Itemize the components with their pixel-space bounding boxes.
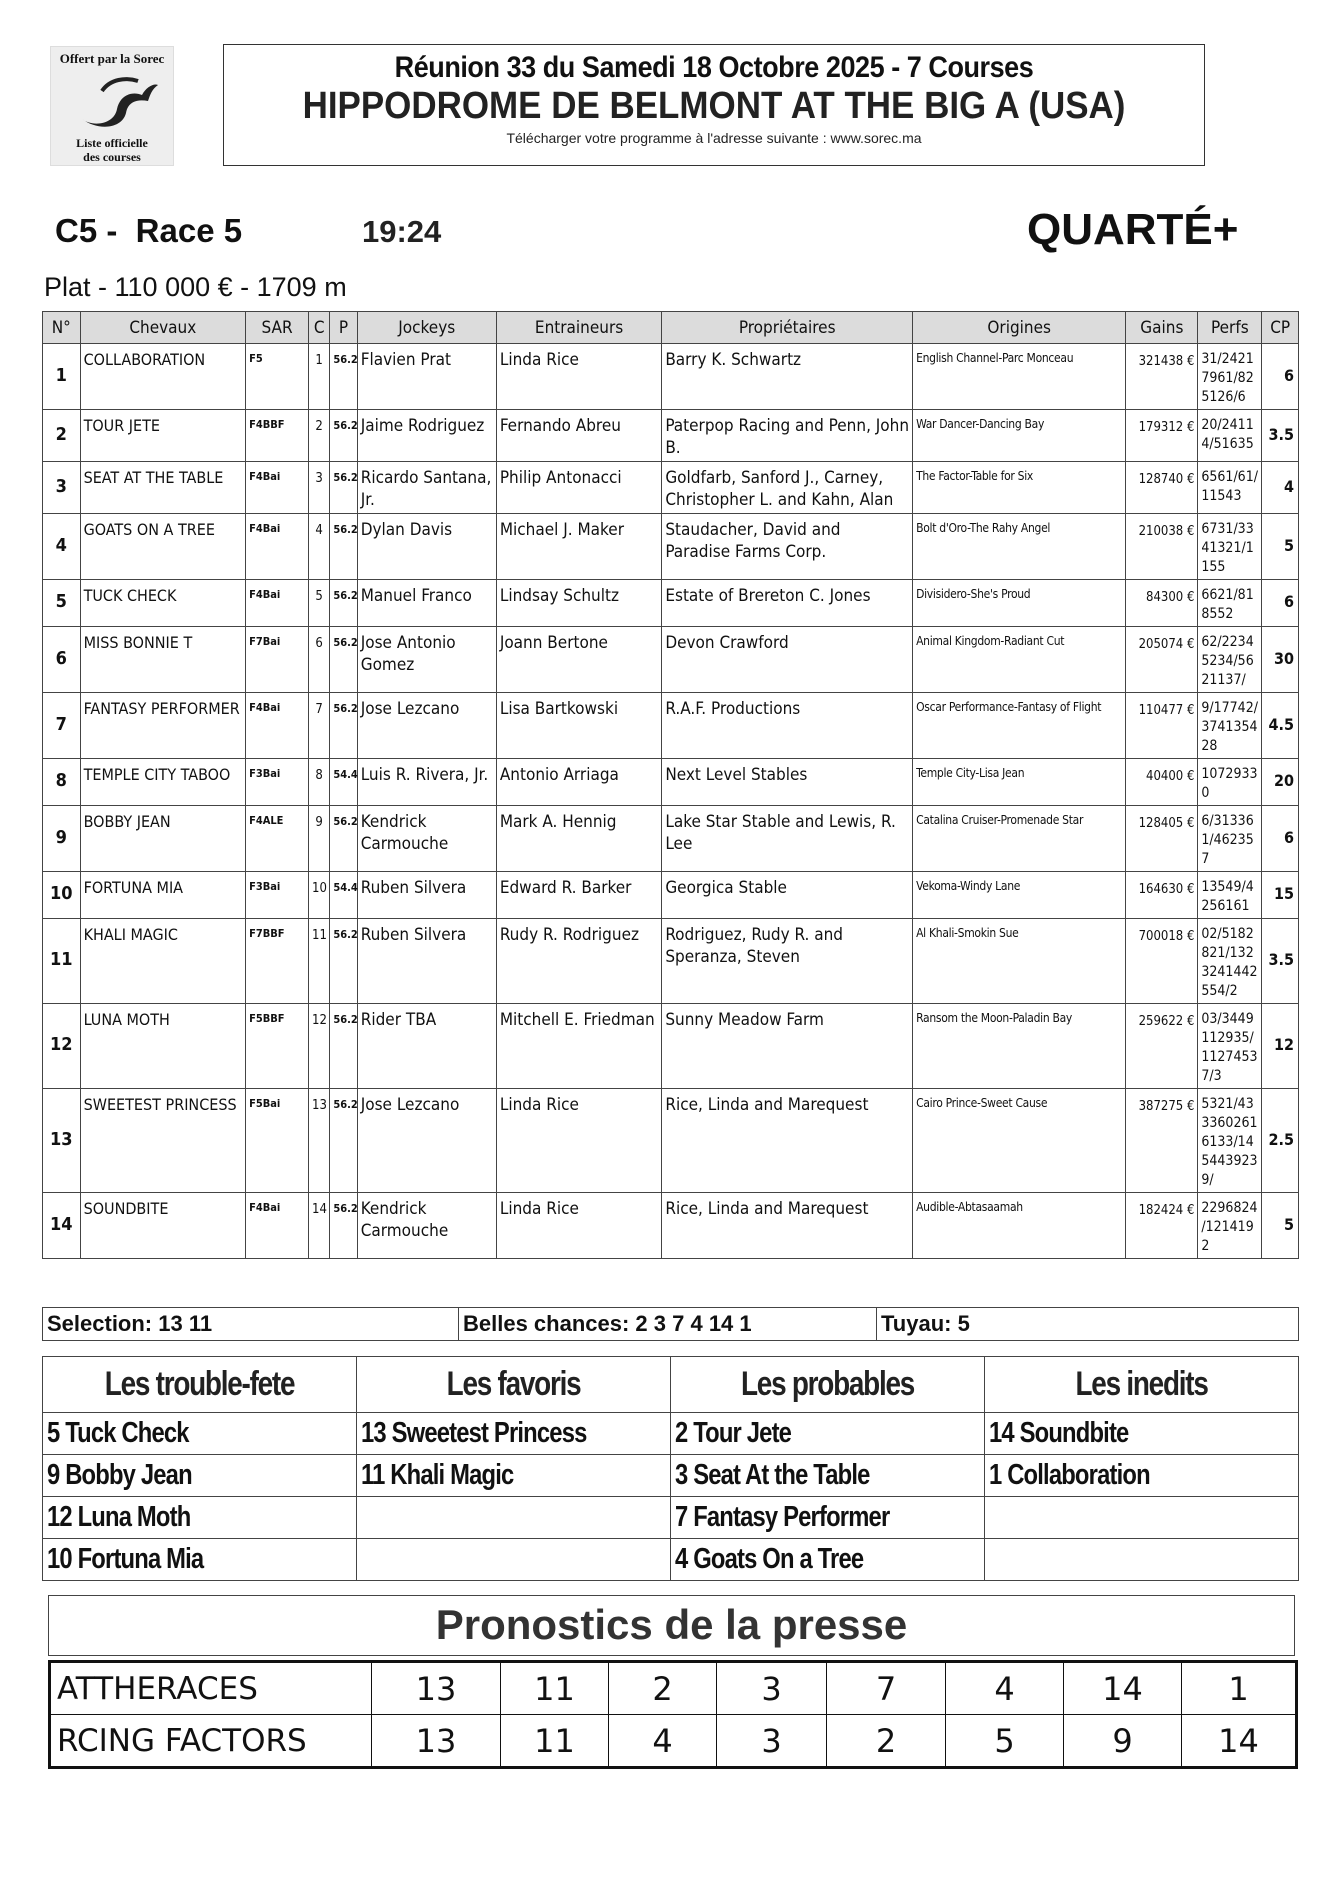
stall-number: 7	[309, 693, 330, 759]
jockey-name: Ruben Silvera	[357, 872, 496, 919]
jockey-name: Jaime Rodriguez	[357, 410, 496, 462]
earnings: 205074 €	[1126, 627, 1198, 693]
weight: 56.2	[330, 1089, 357, 1193]
table-row	[43, 1413, 1299, 1455]
horse-sar: F3Bai	[246, 759, 309, 806]
category-cell: 5 Tuck Check	[43, 1413, 357, 1455]
horse-sar: F4Bai	[246, 580, 309, 627]
jockey-name: Luis R. Rivera, Jr.	[357, 759, 496, 806]
horse-sar: F4BBF	[246, 410, 309, 462]
race-code: C5 - Race 5	[55, 212, 243, 249]
press-pick: 9	[1064, 1715, 1182, 1768]
categories-header-row	[43, 1357, 1299, 1413]
horse-origin: Animal Kingdom-Radiant Cut	[913, 627, 1126, 693]
horse-name: FORTUNA MIA	[80, 872, 246, 919]
runner-number: 6	[43, 627, 81, 693]
column-header: Propriétaires	[662, 312, 913, 344]
odds-rating: 30	[1262, 627, 1299, 693]
earnings: 321438 €	[1126, 344, 1198, 410]
horse-name: COLLABORATION	[80, 344, 246, 410]
category-cell: 3 Seat At the Table	[671, 1455, 985, 1497]
earnings: 84300 €	[1126, 580, 1198, 627]
press-pick: 2	[609, 1662, 717, 1715]
trainer-name: Michael J. Maker	[496, 514, 662, 580]
selection-text: Selection: 13 11	[43, 1308, 459, 1340]
table-row	[43, 1539, 1299, 1581]
press-pick: 4	[946, 1662, 1064, 1715]
weight: 56.2	[330, 580, 357, 627]
earnings: 128740 €	[1126, 462, 1198, 514]
column-header: Entraineurs	[496, 312, 662, 344]
press-pick: 13	[372, 1662, 501, 1715]
stall-number: 8	[309, 759, 330, 806]
stall-number: 2	[309, 410, 330, 462]
horse-name: TEMPLE CITY TABOO	[80, 759, 246, 806]
runner-number: 11	[43, 919, 81, 1004]
column-header: C	[309, 312, 330, 344]
horse-name: SWEETEST PRINCESS	[80, 1089, 246, 1193]
racecourse-title: HIPPODROME DE BELMONT AT THE BIG A (USA)	[302, 85, 1126, 127]
performances: 6/31336 1/46235 7	[1198, 806, 1262, 872]
table-row	[50, 1662, 1297, 1715]
press-source: RCING FACTORS	[50, 1715, 372, 1768]
column-header: Jockeys	[357, 312, 496, 344]
horse-name: GOATS ON A TREE	[80, 514, 246, 580]
owner-name: Next Level Stables	[662, 759, 913, 806]
weight: 56.2	[330, 410, 357, 462]
stall-number: 4	[309, 514, 330, 580]
owner-name: Paterpop Racing and Penn, John B.	[662, 410, 913, 462]
runner-number: 12	[43, 1004, 81, 1089]
table-row	[43, 514, 1299, 580]
category-cell: 9 Bobby Jean	[43, 1455, 357, 1497]
horse-origin: War Dancer-Dancing Bay	[913, 410, 1126, 462]
horse-sar: F5	[246, 344, 309, 410]
meeting-title: Réunion 33 du Samedi 18 Octobre 2025 - 7 Courses	[394, 51, 1034, 84]
press-pick: 3	[717, 1662, 827, 1715]
jockey-name: Ruben Silvera	[357, 919, 496, 1004]
press-source: ATTHERACES	[50, 1662, 372, 1715]
logo-bottom-text-2: des courses	[83, 150, 141, 164]
weight: 56.2	[330, 693, 357, 759]
horse-origin: Al Khali-Smokin Sue	[913, 919, 1126, 1004]
earnings: 387275 €	[1126, 1089, 1198, 1193]
runner-number: 1	[43, 344, 81, 410]
category-cell	[985, 1539, 1299, 1581]
owner-name: Barry K. Schwartz	[662, 344, 913, 410]
category-cell: 12 Luna Moth	[43, 1497, 357, 1539]
runner-number: 8	[43, 759, 81, 806]
stall-number: 3	[309, 462, 330, 514]
category-cell: 11 Khali Magic	[357, 1455, 671, 1497]
selection-bar	[42, 1307, 1299, 1341]
meeting-header	[223, 44, 1205, 166]
press-pick: 7	[827, 1662, 946, 1715]
horse-name: KHALI MAGIC	[80, 919, 246, 1004]
stall-number: 1	[309, 344, 330, 410]
runner-number: 2	[43, 410, 81, 462]
horse-logo-icon	[62, 69, 162, 131]
category-cell: 4 Goats On a Tree	[671, 1539, 985, 1581]
weight: 54.4	[330, 872, 357, 919]
column-header: Perfs	[1198, 312, 1262, 344]
owner-name: Rodriguez, Rudy R. and Speranza, Steven	[662, 919, 913, 1004]
category-header: Les trouble-fete	[43, 1357, 357, 1413]
press-pick: 3	[717, 1715, 827, 1768]
trainer-name: Fernando Abreu	[496, 410, 662, 462]
column-header: P	[330, 312, 357, 344]
press-table	[48, 1660, 1298, 1769]
odds-rating: 3.5	[1262, 919, 1299, 1004]
press-pick: 13	[372, 1715, 501, 1768]
jockey-name: Ricardo Santana, Jr.	[357, 462, 496, 514]
category-header: Les probables	[671, 1357, 985, 1413]
weight: 54.4	[330, 759, 357, 806]
jockey-name: Jose Lezcano	[357, 693, 496, 759]
trainer-name: Antonio Arriaga	[496, 759, 662, 806]
horse-sar: F7Bai	[246, 627, 309, 693]
horse-origin: The Factor-Table for Six	[913, 462, 1126, 514]
horse-name: FANTASY PERFORMER	[80, 693, 246, 759]
performances: 6561/61/ 11543	[1198, 462, 1262, 514]
horse-name: SOUNDBITE	[80, 1193, 246, 1259]
horse-sar: F4Bai	[246, 693, 309, 759]
column-header: N°	[43, 312, 81, 344]
category-cell: 7 Fantasy Performer	[671, 1497, 985, 1539]
category-cell	[985, 1497, 1299, 1539]
horse-name: TOUR JETE	[80, 410, 246, 462]
earnings: 128405 €	[1126, 806, 1198, 872]
trainer-name: Philip Antonacci	[496, 462, 662, 514]
odds-rating: 6	[1262, 580, 1299, 627]
runner-number: 4	[43, 514, 81, 580]
table-row	[43, 919, 1299, 1004]
stall-number: 10	[309, 872, 330, 919]
stall-number: 6	[309, 627, 330, 693]
performances: 6731/33 41321/1 155	[1198, 514, 1262, 580]
table-row	[43, 759, 1299, 806]
logo-top-text: Offert par la Sorec	[59, 51, 165, 66]
performances: 13549/4 256161	[1198, 872, 1262, 919]
table-row	[50, 1715, 1297, 1768]
owner-name: Devon Crawford	[662, 627, 913, 693]
column-header: Chevaux	[80, 312, 246, 344]
table-row	[43, 872, 1299, 919]
horse-sar: F4ALE	[246, 806, 309, 872]
table-row	[43, 1193, 1299, 1259]
sorec-logo	[50, 46, 174, 166]
category-cell	[357, 1539, 671, 1581]
category-cell: 1 Collaboration	[985, 1455, 1299, 1497]
horse-sar: F7BBF	[246, 919, 309, 1004]
jockey-name: Dylan Davis	[357, 514, 496, 580]
weight: 56.2	[330, 1004, 357, 1089]
trainer-name: Lisa Bartkowski	[496, 693, 662, 759]
category-header: Les inedits	[985, 1357, 1299, 1413]
odds-rating: 6	[1262, 344, 1299, 410]
weight: 56.2	[330, 627, 357, 693]
table-header-row	[43, 312, 1299, 344]
column-header: Origines	[913, 312, 1126, 344]
download-notice: Télécharger votre programme à l'adresse suivante : www.sorec.ma	[506, 130, 922, 146]
odds-rating: 12	[1262, 1004, 1299, 1089]
runner-number: 13	[43, 1089, 81, 1193]
table-row	[43, 627, 1299, 693]
performances: 1072933 0	[1198, 759, 1262, 806]
weight: 56.2	[330, 1193, 357, 1259]
jockey-name: Kendrick Carmouche	[357, 1193, 496, 1259]
table-row	[43, 344, 1299, 410]
performances: 6621/81 8552	[1198, 580, 1262, 627]
weight: 56.2	[330, 514, 357, 580]
trainer-name: Edward R. Barker	[496, 872, 662, 919]
table-row	[43, 1004, 1299, 1089]
horse-name: TUCK CHECK	[80, 580, 246, 627]
earnings: 182424 €	[1126, 1193, 1198, 1259]
trainer-name: Linda Rice	[496, 1089, 662, 1193]
trainer-name: Linda Rice	[496, 344, 662, 410]
runner-number: 3	[43, 462, 81, 514]
horse-origin: Cairo Prince-Sweet Cause	[913, 1089, 1126, 1193]
category-cell: 10 Fortuna Mia	[43, 1539, 357, 1581]
earnings: 164630 €	[1126, 872, 1198, 919]
table-row	[43, 462, 1299, 514]
stall-number: 14	[309, 1193, 330, 1259]
trainer-name: Lindsay Schultz	[496, 580, 662, 627]
earnings: 179312 €	[1126, 410, 1198, 462]
belles-chances-text: Belles chances: 2 3 7 4 14 1	[459, 1308, 877, 1340]
categories-table	[42, 1356, 1299, 1581]
horse-name: MISS BONNIE T	[80, 627, 246, 693]
horse-name: BOBBY JEAN	[80, 806, 246, 872]
odds-rating: 6	[1262, 806, 1299, 872]
odds-rating: 2.5	[1262, 1089, 1299, 1193]
column-header: Gains	[1126, 312, 1198, 344]
stall-number: 5	[309, 580, 330, 627]
jockey-name: Rider TBA	[357, 1004, 496, 1089]
horse-sar: F5BBF	[246, 1004, 309, 1089]
earnings: 110477 €	[1126, 693, 1198, 759]
press-pick: 14	[1064, 1662, 1182, 1715]
press-pick: 14	[1182, 1715, 1297, 1768]
performances: 5321/43 3360261 6133/14 5443923 9/	[1198, 1089, 1262, 1193]
performances: 02/5182 821/132 3241442 554/2	[1198, 919, 1262, 1004]
press-pick: 4	[609, 1715, 717, 1768]
owner-name: Rice, Linda and Marequest	[662, 1089, 913, 1193]
category-header: Les favoris	[357, 1357, 671, 1413]
horse-origin: Vekoma-Windy Lane	[913, 872, 1126, 919]
performances: 2296824 /121419 2	[1198, 1193, 1262, 1259]
runner-number: 7	[43, 693, 81, 759]
owner-name: Estate of Brereton C. Jones	[662, 580, 913, 627]
owner-name: Staudacher, David and Paradise Farms Corp.	[662, 514, 913, 580]
owner-name: Lake Star Stable and Lewis, R. Lee	[662, 806, 913, 872]
horse-origin: Ransom the Moon-Paladin Bay	[913, 1004, 1126, 1089]
jockey-name: Jose Lezcano	[357, 1089, 496, 1193]
trainer-name: Mitchell E. Friedman	[496, 1004, 662, 1089]
table-row	[43, 693, 1299, 759]
table-row	[43, 580, 1299, 627]
runner-number: 5	[43, 580, 81, 627]
jockey-name: Manuel Franco	[357, 580, 496, 627]
earnings: 700018 €	[1126, 919, 1198, 1004]
runner-number: 9	[43, 806, 81, 872]
category-cell: 13 Sweetest Princess	[357, 1413, 671, 1455]
runner-number: 14	[43, 1193, 81, 1259]
odds-rating: 15	[1262, 872, 1299, 919]
odds-rating: 5	[1262, 514, 1299, 580]
horse-origin: Audible-Abtasaamah	[913, 1193, 1126, 1259]
horse-name: LUNA MOTH	[80, 1004, 246, 1089]
owner-name: Rice, Linda and Marequest	[662, 1193, 913, 1259]
odds-rating: 3.5	[1262, 410, 1299, 462]
owner-name: R.A.F. Productions	[662, 693, 913, 759]
performances: 03/3449 112935/ 1127453 7/3	[1198, 1004, 1262, 1089]
horse-origin: Divisidero-She's Proud	[913, 580, 1126, 627]
weight: 56.2	[330, 462, 357, 514]
stall-number: 11	[309, 919, 330, 1004]
press-pick: 5	[946, 1715, 1064, 1768]
horse-origin: Temple City-Lisa Jean	[913, 759, 1126, 806]
column-header: CP	[1262, 312, 1299, 344]
trainer-name: Mark A. Hennig	[496, 806, 662, 872]
odds-rating: 4.5	[1262, 693, 1299, 759]
weight: 56.2	[330, 919, 357, 1004]
weight: 56.2	[330, 344, 357, 410]
tuyau-text: Tuyau: 5	[881, 1311, 970, 1336]
stall-number: 9	[309, 806, 330, 872]
jockey-name: Kendrick Carmouche	[357, 806, 496, 872]
horse-sar: F4Bai	[246, 514, 309, 580]
bet-type: QUARTÉ+	[1027, 205, 1239, 254]
performances: 9/17742/ 3741354 28	[1198, 693, 1262, 759]
table-row	[43, 410, 1299, 462]
table-row	[43, 1455, 1299, 1497]
horse-sar: F4Bai	[246, 1193, 309, 1259]
earnings: 259622 €	[1126, 1004, 1198, 1089]
trainer-name: Linda Rice	[496, 1193, 662, 1259]
press-pick: 1	[1182, 1662, 1297, 1715]
performances: 20/2411 4/51635	[1198, 410, 1262, 462]
horse-sar: F3Bai	[246, 872, 309, 919]
performances: 31/2421 7961/82 5126/6	[1198, 344, 1262, 410]
horse-sar: F4Bai	[246, 462, 309, 514]
table-row	[43, 1089, 1299, 1193]
horse-origin: Bolt d'Oro-The Rahy Angel	[913, 514, 1126, 580]
stall-number: 12	[309, 1004, 330, 1089]
weight: 56.2	[330, 806, 357, 872]
runner-number: 10	[43, 872, 81, 919]
odds-rating: 4	[1262, 462, 1299, 514]
owner-name: Goldfarb, Sanford J., Carney, Christopher L. and Kahn, Alan	[662, 462, 913, 514]
performances: 62/2234 5234/56 21137/	[1198, 627, 1262, 693]
press-pick: 11	[501, 1715, 609, 1768]
race-time: 19:24	[362, 214, 442, 249]
press-pick: 11	[501, 1662, 609, 1715]
earnings: 40400 €	[1126, 759, 1198, 806]
table-row	[43, 806, 1299, 872]
horse-name: SEAT AT THE TABLE	[80, 462, 246, 514]
category-cell: 2 Tour Jete	[671, 1413, 985, 1455]
stall-number: 13	[309, 1089, 330, 1193]
race-conditions: Plat - 110 000 € - 1709 m	[44, 272, 347, 302]
trainer-name: Joann Bertone	[496, 627, 662, 693]
logo-bottom-text-1: Liste officielle	[76, 136, 148, 150]
trainer-name: Rudy R. Rodriguez	[496, 919, 662, 1004]
horse-origin: Oscar Performance-Fantasy of Flight	[913, 693, 1126, 759]
horse-origin: English Channel-Parc Monceau	[913, 344, 1126, 410]
press-pick: 2	[827, 1715, 946, 1768]
horse-origin: Catalina Cruiser-Promenade Star	[913, 806, 1126, 872]
earnings: 210038 €	[1126, 514, 1198, 580]
owner-name: Georgica Stable	[662, 872, 913, 919]
jockey-name: Flavien Prat	[357, 344, 496, 410]
category-cell: 14 Soundbite	[985, 1413, 1299, 1455]
table-row	[43, 1497, 1299, 1539]
runners-table	[42, 311, 1299, 1259]
column-header: SAR	[246, 312, 309, 344]
press-title: Pronostics de la presse	[48, 1595, 1295, 1656]
odds-rating: 5	[1262, 1193, 1299, 1259]
horse-sar: F5Bai	[246, 1089, 309, 1193]
category-cell	[357, 1497, 671, 1539]
odds-rating: 20	[1262, 759, 1299, 806]
jockey-name: Jose Antonio Gomez	[357, 627, 496, 693]
owner-name: Sunny Meadow Farm	[662, 1004, 913, 1089]
